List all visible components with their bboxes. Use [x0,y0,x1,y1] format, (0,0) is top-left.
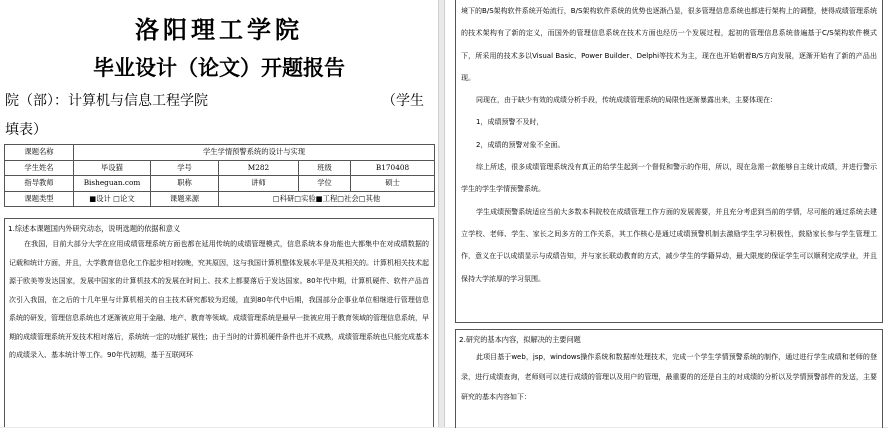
advisor-value: Bisheguan.com [74,176,151,192]
topic-value: 学生学情预警系统的设计与实现 [74,145,435,161]
info-table [4,144,435,207]
paragraph-summary: 综上所述，很多成绩管理系统没有真正的给学生起到一个督促和警示的作用，所以，现在急需一款能够自主统计成绩，并进行警示学生的学生学情预警系统。 [461,163,877,194]
university-name: 洛阳理工学院 [135,15,303,44]
paragraph-significance: 学生成绩预警系统适应当前大多数本科院校在成绩管理工作方面的发展需要，并且充分考虑到当前的学情，尽可能的通过系统去建立学校、老师、学生、家长之间多方的工作关系，其工作核心是通过成绩预警机制去激励学生学习积极性，鼓励家长参与学生管理工作，意义在于以成绩显示与成绩告知，并与家长联动教育的方式，减少学生的学籍异动，最大限度的保证学生可以顺利完成学业，并且保持大学浓厚的学习氛围。 [461,207,877,283]
degree-value: 硕士 [351,176,435,192]
report-title: 毕业设计（论文）开题报告 [93,56,345,80]
section-1-box [4,218,434,427]
paragraph-current-issues: 同现在，由于缺少有效的成绩分析手段，传统成绩管理系统的局限性逐渐暴露出来，主要体现在： [476,96,777,105]
class-value: B170408 [351,160,435,176]
topic-source-value: □科研□实验■工程□社会□其他 [219,191,435,207]
section-2-box [455,329,883,428]
fill-note: 填表） [5,122,47,138]
topic-type-value: ■设计 □论文 [74,191,151,207]
student-name-value: 毕设猫 [74,160,151,176]
section-2-paragraph: 此项目基于web，jsp，windows操作系统和数据库处理技术，完成一个学生学情预警系统的制作，通过进行学生成绩和老师的登录，进行成绩查询，老师则可以进行成绩的管理以及用户的管理，最重要的的还是自主的对成绩的分析以及学情预警部件的发送，主要研究的基本内容如下： [461,353,877,401]
table-row [5,176,435,192]
section-1-paragraph: 在我国，目前大部分大学在应用成绩管理系统方面也都在延用传统的成绩管理模式，信息系统本身功能也大都集中在对成绩数据的记载和统计方面，并且，大学教育信息化工作起步相对较晚，究其原因，这与我国计算机整体发展水平是及其相关的。计算机相关技术起源于欧美等发达国家，发展中国家的计算机技术的发展在时间上、技术上都要落后于发达国家。80年代中期，计算机硬件、软件产品首次引入我国，在之后的十几年里与计算机相关的自主技术研究都较为迟缓，直到80年代中后期，我国部分企事业单位相继进行管理信息系统的研发，管理信息系统也才逐渐被应用于金融、地产、教育等领域。成绩管理系统是最早一批被应用于教育领域的管理信息系统，早期的成绩管理系统开发技术相对落后，系统统一定的功能扩展性；由于当时的计算机硬件条件也并不成熟，成绩管理系统也只能完成基本的成绩录入、基本统计等工作。90年代初期，基于互联网环 [9,240,429,359]
student-id-value: M282 [219,160,299,176]
section-1-continued-box [455,0,883,323]
advisor-label: 指导教师 [5,176,74,192]
degree-label: 学位 [299,176,351,192]
table-row [5,191,435,207]
topic-label: 课题名称 [5,145,74,161]
issue-item-1: 1，成绩预警不及时， [476,118,544,127]
continued-paragraph: 境下的B/S架构软件系统开始流行，B/S架构软件系统的优势也逐渐凸显，很多管理信息系统也都进行架构上的调整，使得成绩管理系统的技术架构有了新的定义，而国外的管理信息系统在技术方面也经历一个发展过程，起初的管理信息系统普遍基于C/S架构软件模式下，所采用的技术多以Visual Basic、Power Builder、Delphi等技术为主，现在也开始朝着B/S方向发展，逐渐开始有了新的产品出现。 [461,7,877,82]
topic-type-label: 课题类型 [5,191,74,207]
student-id-label: 学号 [151,160,219,176]
school-line-tail: （学生 [382,93,424,109]
table-row [5,160,435,176]
topic-source-label: 课题来源 [151,191,219,207]
class-label: 班级 [299,160,351,176]
table-row [5,145,435,161]
title-value: 讲师 [219,176,299,192]
school-line: 院（部）：计算机与信息工程学院 [5,93,208,109]
section-2-heading: 2.研究的基本内容，拟解决的主要问题 [459,335,581,344]
left-page [0,0,439,427]
title-label: 职称 [151,176,219,192]
issue-item-2: 2，成绩的预警对象不全面。 [476,140,565,149]
student-name-label: 学生姓名 [5,160,74,176]
section-1-heading: 1.综述本课题国内外研究动态，说明选题的依据和意义 [8,224,181,233]
